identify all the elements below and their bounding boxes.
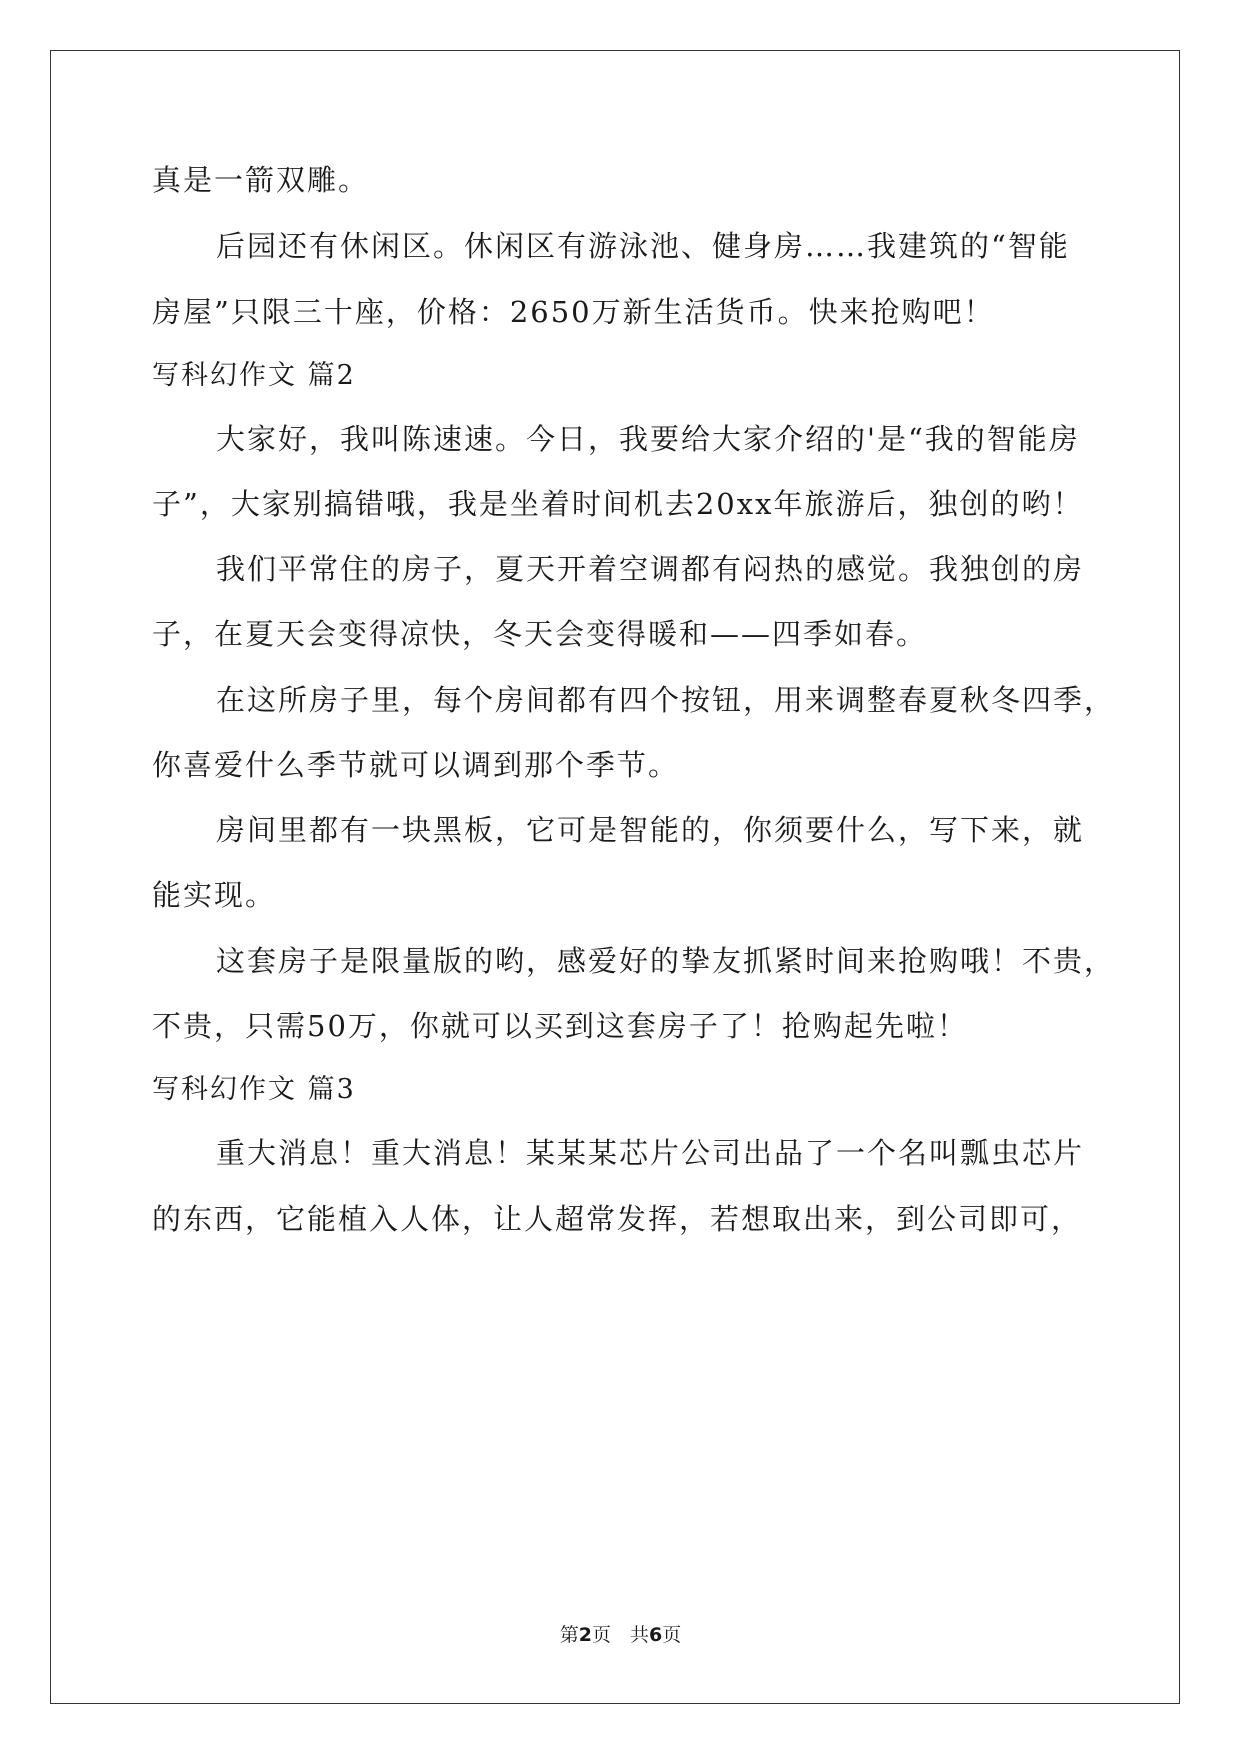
section-heading: 写科幻作文 篇3 (152, 1074, 356, 1105)
body-line: 我们平常住的房子，夏天开着空调都有闷热的感觉。我独创的房 (216, 552, 1085, 586)
body-line: 房屋”只限三十座，价格：2650万新生活货币。快来抢购吧！ (152, 295, 995, 329)
body-line: 子，在夏天会变得凉快，冬天会变得暖和——四季如春。 (152, 617, 928, 651)
body-line: 房间里都有一块黑板，它可是智能的，你须要什么，写下来，就 (216, 813, 1085, 847)
body-line: 真是一箭双雕。 (152, 163, 370, 197)
footer-suffix: 页 (662, 1624, 682, 1646)
total-page-number: 6 (649, 1624, 663, 1646)
body-line: 的东西，它能植入人体，让人超常发挥，若想取出来，到公司即可， (152, 1202, 1083, 1236)
body-line: 在这所房子里，每个房间都有四个按钮，用来调整春夏秋冬四季， (216, 683, 1116, 717)
body-line: 大家好，我叫陈速速。今日，我要给大家介绍的'是“我的智能房 (216, 422, 1080, 456)
body-line: 后园还有休闲区。休闲区有游泳池、健身房……我建筑的“智能 (216, 229, 1070, 263)
footer-middle: 页 共 (591, 1624, 649, 1646)
section-heading: 写科幻作文 篇2 (152, 360, 356, 391)
body-line: 不贵，只需50万，你就可以买到这套房子了！抢购起先啦！ (152, 1009, 968, 1043)
body-line: 能实现。 (152, 878, 277, 912)
footer-prefix: 第 (559, 1624, 579, 1646)
body-line: 你喜爱什么季节就可以调到那个季节。 (152, 748, 680, 782)
body-line: 这套房子是限量版的哟，感爱好的挚友抓紧时间来抢购哦！不贵， (216, 944, 1116, 978)
body-line: 子”，大家别搞错哦，我是坐着时间机去20xx年旅游后，独创的哟！ (152, 487, 1084, 521)
current-page-number: 2 (578, 1624, 592, 1646)
body-line: 重大消息！重大消息！某某某芯片公司出品了一个名叫瓢虫芯片 (216, 1136, 1085, 1170)
page-number-footer (0, 1621, 1241, 1649)
